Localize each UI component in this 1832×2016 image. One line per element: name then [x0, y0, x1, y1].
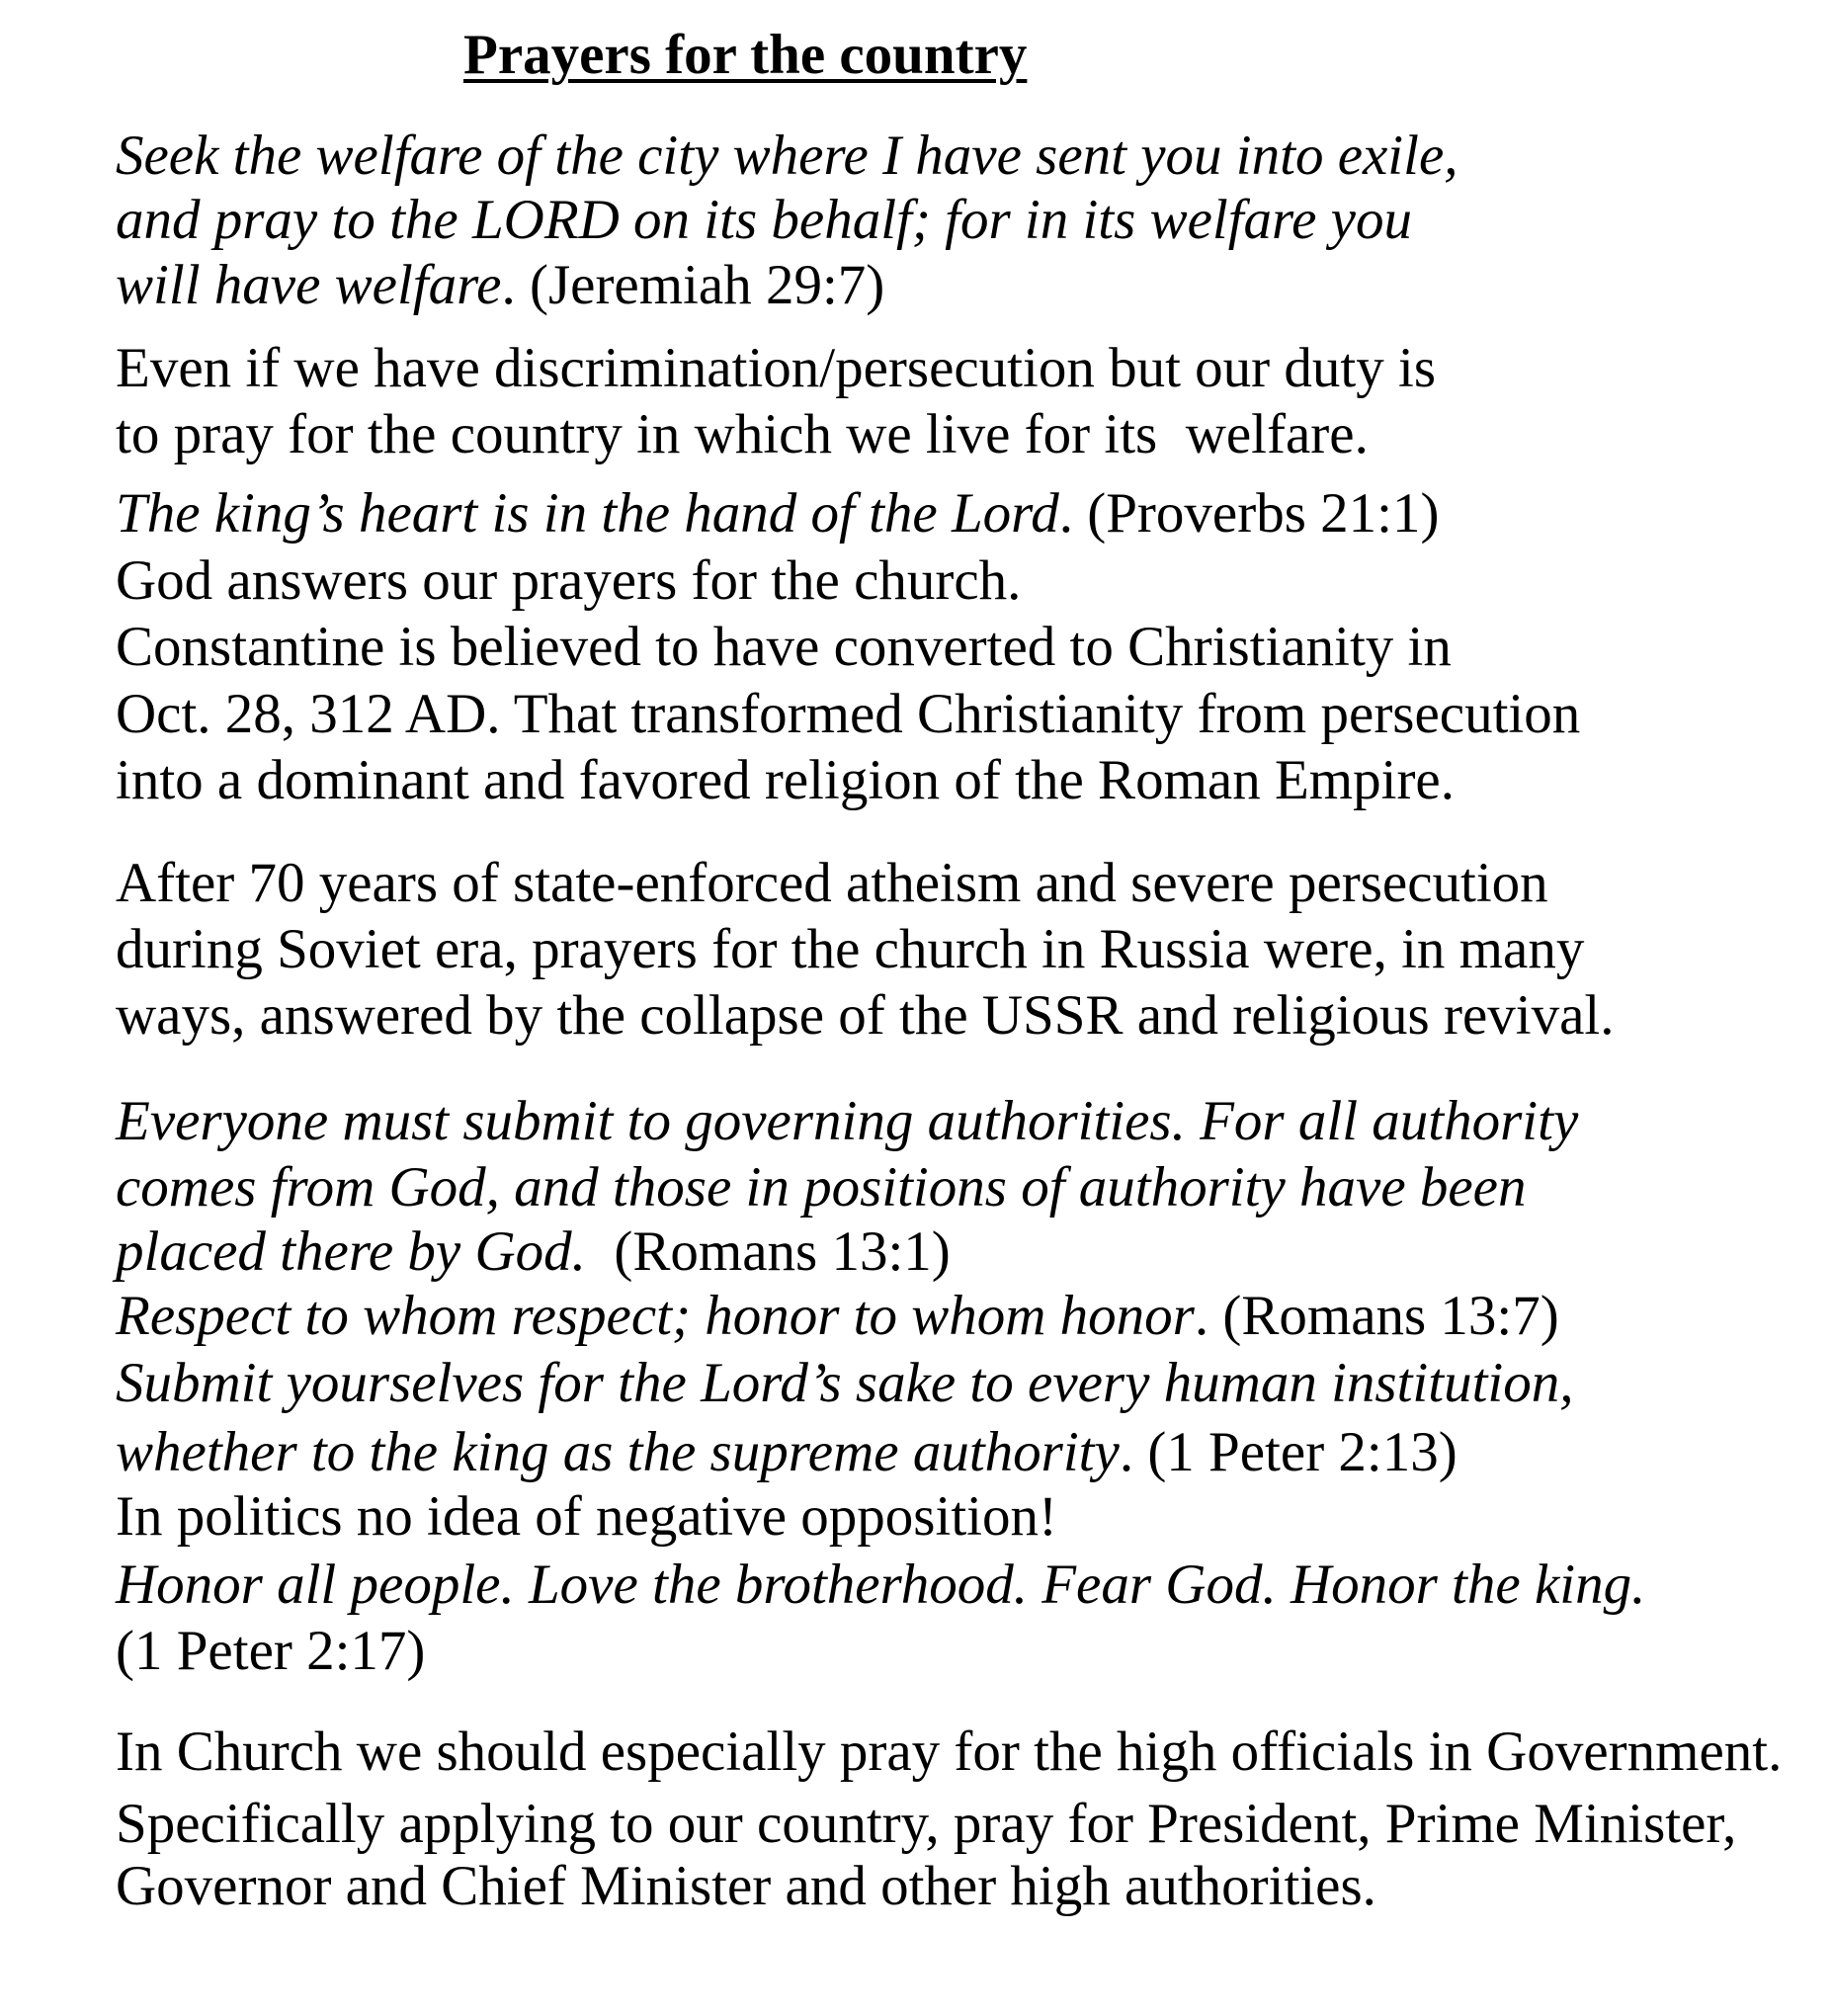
body-text: into a dominant and favored religion of the Roman Empire. [116, 749, 1455, 811]
body-text: Oct. 28, 312 AD. That transformed Christianity from persecution [116, 683, 1581, 745]
body-text: After 70 years of state-enforced atheism and severe persecution [116, 852, 1548, 914]
text-line [116, 187, 1412, 253]
text-line [116, 1283, 1559, 1349]
text-line [116, 1350, 1574, 1416]
body-text: In Church we should especially pray for the high officials in Government. [116, 1721, 1783, 1783]
text-line [116, 1719, 1782, 1785]
text-line [116, 1088, 1578, 1154]
text-line [116, 850, 1548, 916]
body-text: . (Proverbs 21:1) [1058, 482, 1440, 545]
text-line [116, 747, 1455, 813]
text-line [116, 1618, 425, 1684]
scripture-text: whether to the king as the supreme authority [116, 1421, 1120, 1483]
body-text: . (1 Peter 2:13) [1119, 1421, 1457, 1483]
body-text: In politics no idea of negative opposition! [116, 1485, 1057, 1548]
body-text: ways, answered by the collapse of the USSR and religious revival. [116, 984, 1615, 1047]
body-text: Constantine is believed to have converted to Christianity in [116, 616, 1452, 678]
body-text: Governor and Chief Minister and other high authorities. [116, 1855, 1376, 1917]
body-text: Specifically applying to our country, pray for President, Prime Minister, [116, 1793, 1737, 1855]
text-line [116, 1419, 1457, 1485]
scripture-text: comes from God, and those in positions of authority have been [116, 1156, 1527, 1218]
body-text: Even if we have discrimination/persecution but our duty is [116, 337, 1437, 399]
text-line [116, 123, 1458, 189]
body-text: . (Romans 13:7) [1194, 1285, 1559, 1347]
scripture-text: Seek the welfare of the city where I have sent you into exile, [116, 125, 1458, 187]
body-text: during Soviet era, prayers for the church in Russia were, in many [116, 918, 1585, 980]
scripture-text: placed there by God. [116, 1220, 586, 1283]
body-text: to pray for the country in which we live for its welfare. [116, 403, 1369, 465]
body-text: God answers our prayers for the church. [116, 549, 1022, 612]
text-line [116, 401, 1369, 467]
text-line [116, 1218, 951, 1285]
scripture-text: The king’s heart is in the hand of the Lord [116, 482, 1059, 545]
text-line [116, 1552, 1645, 1618]
text-line [116, 547, 1021, 614]
body-text: (1 Peter 2:17) [116, 1620, 426, 1682]
body-text: . (Jeremiah 29:7) [501, 254, 885, 316]
text-line [116, 1791, 1736, 1857]
body-text: (Romans 13:1) [585, 1220, 951, 1283]
scripture-text: Respect to whom respect; honor to whom honor [116, 1285, 1195, 1347]
text-line [116, 916, 1584, 982]
document-title: Prayers for the country [463, 24, 1028, 86]
scripture-text: Everyone must submit to governing authorities. For all authority [116, 1090, 1579, 1152]
text-line [116, 614, 1452, 680]
scripture-text: and pray to the LORD on its behalf; for in its welfare you [116, 189, 1412, 251]
text-line [116, 252, 884, 318]
text-line [116, 681, 1580, 747]
text-line [116, 480, 1439, 546]
text-line [116, 1853, 1376, 1919]
text-line [116, 335, 1436, 401]
text-line [116, 1154, 1526, 1220]
scripture-text: will have welfare [116, 254, 502, 316]
text-line [116, 1483, 1057, 1550]
text-line [116, 982, 1614, 1049]
scripture-text: Submit yourselves for the Lord’s sake to every human institution, [116, 1352, 1574, 1414]
scripture-text: Honor all people. Love the brotherhood. Fear God. Honor the king. [116, 1554, 1646, 1616]
